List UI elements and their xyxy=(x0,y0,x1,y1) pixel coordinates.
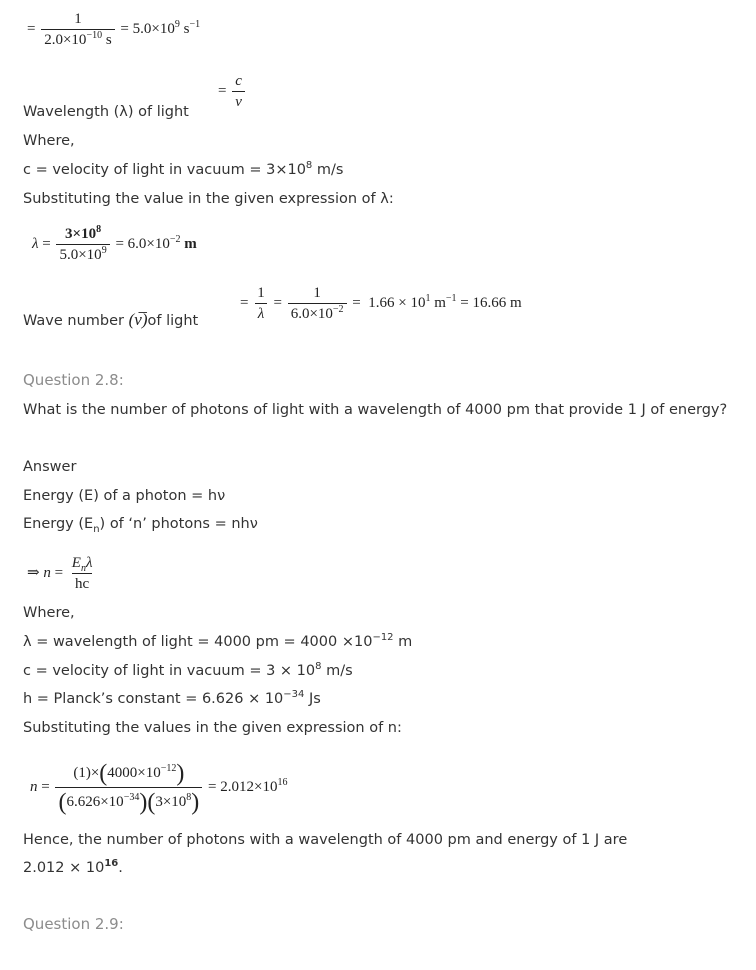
conclusion-value: $2.012 \times 10^{16}$. xyxy=(23,858,123,876)
wave-number-formula: = $\frac{1}{\lambda}$ = $\frac{1}{6.0\times 10^{-2}}$ = $1.66 \times 10^1$ $m^{-1} = 16.66$ m xyxy=(240,285,522,322)
photon-energy-line: Energy (E) of a photon = hν xyxy=(23,488,226,504)
h-definition: h = Planck’s constant = $6.626 \times 10^{-34}$ Js xyxy=(23,689,321,707)
question-2-9-heading: Question 2.9: xyxy=(23,915,124,933)
wavelength-result: = $6.0\times 10^{-2}$ m xyxy=(115,233,197,252)
wavelength-equation: λ = $\frac{3\times 10^8}{5.0\times 10^9}$ = $6.0\times 10^{-2}$ m xyxy=(32,224,197,263)
photon-count-result: = $2.012\times 10^{16}$ xyxy=(208,776,288,795)
substitution-text: Substituting the value in the given expression of λ: xyxy=(23,191,394,207)
wave-number-label: Wave number (ν̅)of light xyxy=(23,310,199,329)
frequency-result: = $5.0\times 10^9$ $s^{-1}$ xyxy=(120,18,201,37)
conclusion-text: Hence, the number of photons with a wavelength of 4000 pm and energy of 1 J are xyxy=(23,832,628,848)
wavelength-label: Wavelength (λ) of light xyxy=(23,104,189,120)
frequency-equation: = $\frac{1}{2.0\times 10^{-10} s}$ = $5.0\times 10^9$ $s^{-1}$ xyxy=(27,11,201,48)
wavelength-formula: = $\frac{c}{\nu}$ xyxy=(218,72,247,111)
nu-bar-symbol: (ν̅) xyxy=(128,310,148,329)
question-2-8-heading: Question 2.8: xyxy=(23,371,124,389)
n-formula: ⇒ n = $\frac{E_n\lambda}{hc}$ xyxy=(27,555,93,592)
c-definition: c = velocity of light in vacuum = $3\times 10^8$ m/s xyxy=(23,160,344,178)
substitution-text-2: Substituting the values in the given expression of n: xyxy=(23,720,402,736)
question-2-8-text: What is the number of photons of light with a wavelength of 4000 pm that provide 1 J of energy? xyxy=(23,402,728,418)
wave-number-result: $1.66 \times 10^1$ $m^{-1} = 16.66$ m xyxy=(368,292,522,311)
where-label-2: Where, xyxy=(23,605,75,621)
n-photons-energy-line: Energy $(E_n)$ of ‘n’ photons = nhν xyxy=(23,516,258,535)
photon-count-equation: n = $\frac{(1)\times(4000\times 10^{-12})}{(6.626\times 10^{-34})(3\times 10^8)}$ = $2.012\times 10^{16}$ xyxy=(30,760,288,816)
where-label: Where, xyxy=(23,133,75,149)
c-definition-2: c = velocity of light in vacuum = $3 \times 10^8$ m/s xyxy=(23,661,353,679)
lambda-definition: λ = wavelength of light = 4000 pm = $4000 \times 10^{-12}$ m xyxy=(23,632,413,650)
frequency-fraction: $\frac{1}{2.0\times 10^{-10} s}$ xyxy=(41,10,114,49)
answer-label: Answer xyxy=(23,459,77,475)
